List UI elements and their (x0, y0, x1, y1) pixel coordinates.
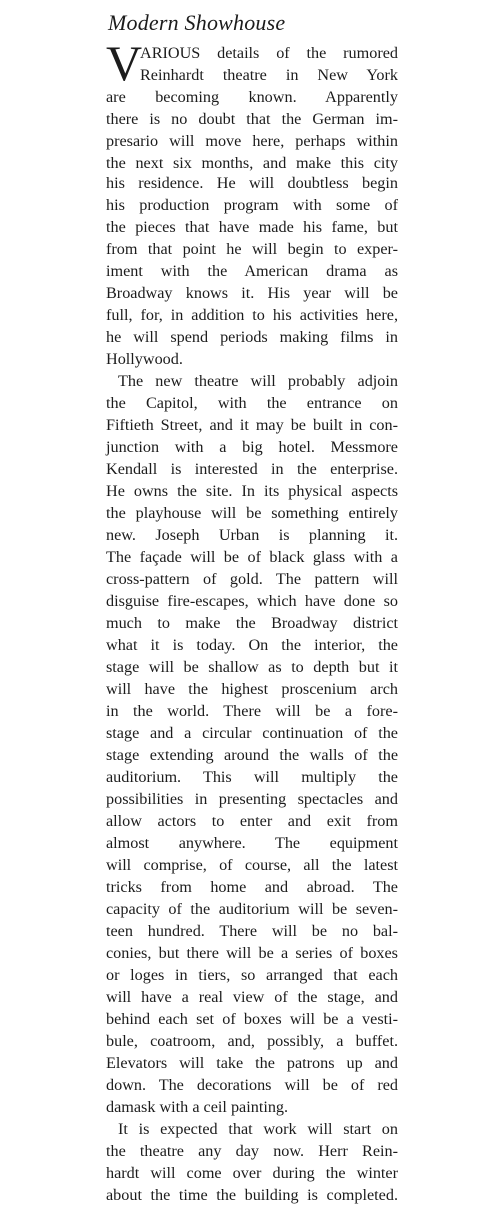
text-line: hardt will come over during the winter (106, 1164, 398, 1182)
text-line: Reinhardt theatre in New York (140, 66, 398, 84)
text-line: He owns the site. In its physical aspects (106, 482, 398, 500)
drop-cap-block (106, 35, 398, 91)
text-line: are becoming known. Apparently (106, 88, 398, 106)
text-line: auditorium. This will multiply the (106, 768, 398, 786)
text-line: disguise fire-escapes, which have done so (106, 592, 398, 610)
text-line: It is expected that work will start on (118, 1120, 398, 1138)
text-line: will comprise, of course, all the latest (106, 856, 398, 874)
text-line: there is no doubt that the German im- (106, 110, 398, 128)
text-line: stage extending around the walls of the (106, 746, 398, 764)
article-title: Modern Showhouse (108, 10, 286, 35)
paragraph-1-continued (106, 172, 398, 370)
text-line: will have a real view of the stage, and (106, 988, 398, 1006)
text-line: presario will move here, perhaps within (106, 132, 398, 150)
text-line: the next six months, and make this city (106, 154, 398, 172)
text-line: new. Joseph Urban is planning it. (106, 526, 398, 544)
text-line: iment with the American drama as (106, 262, 398, 280)
paragraph-3 (106, 1118, 398, 1206)
text-line: about the time the building is completed. (106, 1186, 398, 1204)
text-line: possibilities in presenting spectacles and (106, 790, 398, 808)
text-line: his production program with some of (106, 196, 398, 214)
text-line: Fiftieth Street, and it may be built in con- (106, 416, 398, 434)
text-line: stage and a circular continuation of the (106, 724, 398, 742)
text-line: The façade will be of black glass with a (106, 548, 398, 566)
text-line: allow actors to enter and exit from (106, 812, 398, 830)
text-line: cross-pattern of gold. The pattern will (106, 570, 398, 588)
text-line: capacity of the auditorium will be seven- (106, 900, 398, 918)
article-body (106, 172, 398, 1206)
text-line: his residence. He will doubtless begin (106, 174, 398, 192)
text-line: full, for, in addition to his activities here, (106, 306, 398, 324)
opening-paragraph (106, 35, 398, 174)
text-line: will have the highest proscenium arch (106, 680, 398, 698)
text-line: he will spend periods making films in (106, 328, 398, 346)
text-line: almost anywhere. The equipment (106, 834, 398, 852)
text-line: stage will be shallow as to depth but it (106, 658, 398, 676)
text-line: down. The decorations will be of red (106, 1076, 398, 1094)
text-line: what it is today. On the interior, the (106, 636, 398, 654)
paragraph-2 (106, 370, 398, 1118)
text-line: or loges in tiers, so arranged that each (106, 966, 398, 984)
text-line: Hollywood. (106, 350, 183, 368)
text-line: behind each set of boxes will be a vesti- (106, 1010, 398, 1028)
text-line: The new theatre will probably adjoin (118, 372, 398, 390)
text-line: Elevators will take the patrons up and (106, 1054, 398, 1072)
text-line: much to make the Broadway district (106, 614, 398, 632)
text-line: Kendall is interested in the enterprise. (106, 460, 398, 478)
text-line: in the world. There will be a fore- (106, 702, 398, 720)
text-line: teen hundred. There will be no bal- (106, 922, 398, 940)
text-line: Broadway knows it. His year will be (106, 284, 398, 302)
text-line: bule, coatroom, and, possibly, a buffet. (106, 1032, 398, 1050)
text-line: the theatre any day now. Herr Rein- (106, 1142, 398, 1160)
text-line: junction with a big hotel. Messmore (106, 438, 398, 456)
text-line: the playhouse will be something entirely (106, 504, 398, 522)
text-line: tricks from home and abroad. The (106, 878, 398, 896)
text-line: the Capitol, with the entrance on (106, 394, 398, 412)
drop-cap: V (106, 35, 143, 91)
text-line: the pieces that have made his fame, but (106, 218, 398, 236)
text-line: from that point he will begin to exper- (106, 240, 398, 258)
text-line: ARIOUS details of the rumored (140, 44, 398, 62)
text-line: damask with a ceil painting. (106, 1098, 289, 1116)
text-line: conies, but there will be a series of boxes (106, 944, 398, 962)
